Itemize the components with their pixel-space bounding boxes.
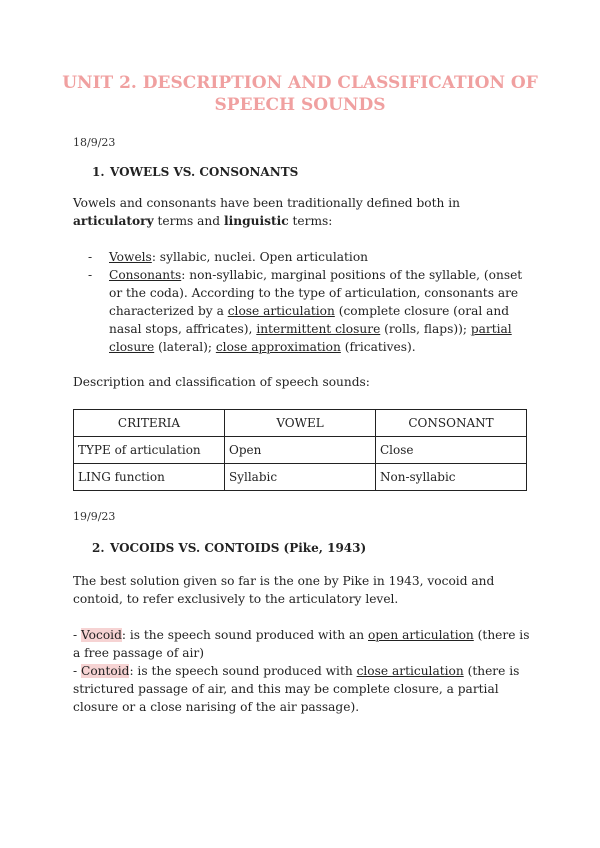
list-item-consonants: [88, 266, 528, 356]
contoid-label: Contoid: [81, 664, 130, 678]
vocoid-label: Vocoid: [81, 628, 122, 642]
intro-text-1: Vowels and consonants have been traditionally defined both in: [73, 196, 460, 210]
table-header-cell: CRITERIA: [74, 410, 225, 437]
contoid-text-1: : is the speech sound produced with: [129, 664, 357, 678]
section-2-heading: [92, 541, 366, 555]
close-approximation-term: close approximation: [215, 340, 341, 354]
bullet-dash: -: [88, 268, 93, 282]
table-row: [74, 464, 527, 491]
table-cell: Open: [225, 437, 376, 464]
vowels-label: Vowels: [109, 250, 152, 264]
table-header-cell: VOWEL: [225, 410, 376, 437]
consonants-text-2: (complete closure (oral and nasal stops, affricates),: [109, 304, 510, 336]
table-row: [74, 437, 527, 464]
open-articulation-term: open articulation: [368, 628, 474, 642]
contoid-definition: [73, 662, 535, 716]
table-cell: Syllabic: [225, 464, 376, 491]
table-cell: TYPE of articulation: [74, 437, 225, 464]
section-2-paragraph: The best solution given so far is the one by Pike in 1943, vocoid and contoid, to refer exclusively to the articulatory level.: [73, 574, 495, 606]
vocoid-text-2: (there is a free passage of air): [73, 628, 530, 660]
consonants-text-1: : non-syllabic, marginal positions of the syllable, (onset or the coda). According to the type of articulation, consonants are characterized by a: [109, 268, 523, 318]
table-intro: Description and classification of speech sounds:: [73, 375, 370, 389]
date-section-2: 19/9/23: [73, 510, 116, 523]
section-1-title: VOWELS VS. CONSONANTS: [110, 165, 299, 179]
contoid-dash: -: [73, 664, 81, 678]
intermittent-closure-term: intermittent closure: [256, 322, 381, 336]
unit-title-line2: SPEECH SOUNDS: [214, 95, 386, 115]
unit-title-line1: DESCRIPTION AND CLASSIFICATION OF: [142, 73, 538, 93]
section-1-heading: [92, 165, 298, 179]
vocoid-definition: [73, 626, 535, 662]
vocoid-text-1: : is the speech sound produced with an: [121, 628, 368, 642]
intro-text-2: terms and: [153, 214, 224, 228]
section-2-title: VOCOIDS VS. CONTOIDS (Pike, 1943): [110, 541, 367, 555]
consonants-text-3: (rolls, flaps));: [380, 322, 471, 336]
classification-table: [73, 409, 527, 491]
intro-text-3: terms:: [288, 214, 333, 228]
table-cell: LING function: [74, 464, 225, 491]
section-2-number: 2.: [92, 541, 105, 555]
close-articulation-term-2: close articulation: [356, 664, 464, 678]
vocoid-dash: -: [73, 628, 81, 642]
intro-bold-linguistic: linguistic: [223, 214, 289, 228]
table-header-cell: CONSONANT: [376, 410, 527, 437]
date-section-1: 18/9/23: [73, 136, 116, 149]
close-articulation-term: close articulation: [227, 304, 335, 318]
table-header-row: [74, 410, 527, 437]
definition-list: [88, 248, 528, 356]
unit-title-prefix: UNIT 2.: [62, 73, 143, 93]
table-cell: Close: [376, 437, 527, 464]
partial-closure-term: partial closure: [109, 322, 512, 354]
consonants-text-5: (fricatives).: [340, 340, 416, 354]
section-1-number: 1.: [92, 165, 105, 179]
contoid-text-2: (there is strictured passage of air, and this may be complete closure, a partial closure or a close narising of the air passage).: [73, 664, 520, 714]
intro-bold-articulatory: articulatory: [73, 214, 154, 228]
table-cell: Non-syllabic: [376, 464, 527, 491]
unit-title: [60, 72, 540, 116]
section-1-intro: [73, 194, 535, 230]
vowels-text: : syllabic, nuclei. Open articulation: [151, 250, 369, 264]
consonants-label: Consonants: [109, 268, 182, 282]
list-item-vowels: [88, 248, 528, 266]
consonants-text-4: (lateral);: [154, 340, 216, 354]
bullet-dash: -: [88, 250, 93, 264]
